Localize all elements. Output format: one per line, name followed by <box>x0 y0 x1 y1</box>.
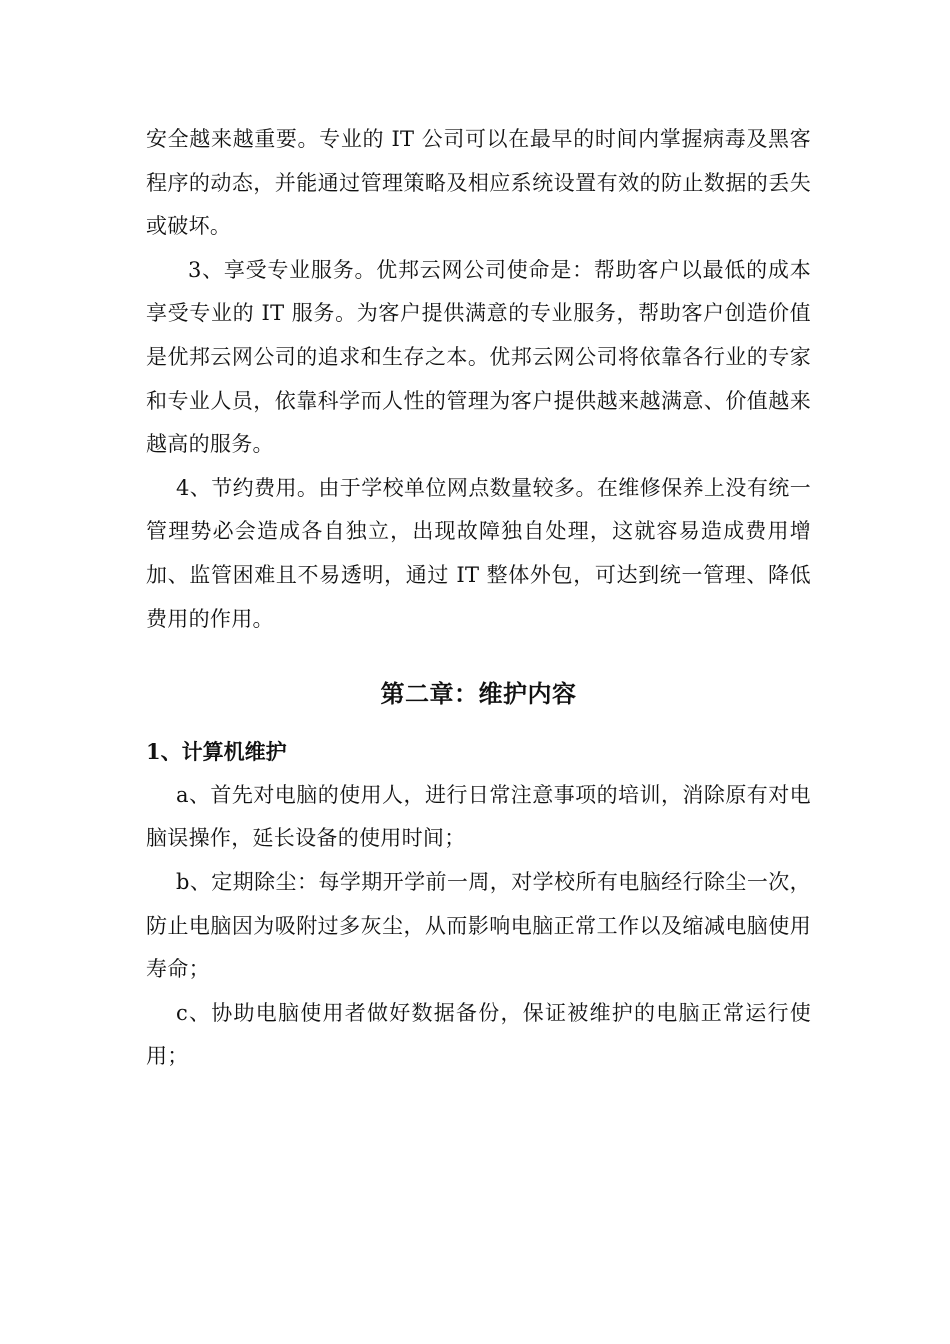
paragraph-item-b: b、定期除尘：每学期开学前一周，对学校所有电脑经行除尘一次，防止电脑因为吸附过多灰尘，从而影响电脑正常工作以及缩减电脑使用寿命； <box>146 869 811 982</box>
paragraph-item-c: c、协助电脑使用者做好数据备份，保证被维护的电脑正常运行使用； <box>146 1000 811 1069</box>
section-title: 1、计算机维护 <box>146 739 287 765</box>
paragraph-security-continued: 安全越来越重要。专业的 IT 公司可以在最早的时间内掌握病毒及黑客程序的动态，并能通过管理策略及相应系统设置有效的防止数据的丢失或破坏。 <box>146 127 811 239</box>
document-body <box>146 118 811 1079</box>
paragraph-professional-service: 3、享受专业服务。优邦云网公司使命是：帮助客户以最低的成本享受专业的 IT 服务。为客户提供满意的专业服务，帮助客户创造价值是优邦云网公司的追求和生存之本。优邦云网公司将依靠各行业的专家和专业人员，依靠科学而人性的管理为客户提供越来越满意、价值越来越高的服务。 <box>146 257 811 457</box>
paragraph-item-a: a、首先对电脑的使用人，进行日常注意事项的培训，消除原有对电脑误操作，延长设备的使用时间； <box>146 782 811 851</box>
chapter-title: 第二章：维护内容 <box>380 679 577 709</box>
paragraph-cost-saving: 4、节约费用。由于学校单位网点数量较多。在维修保养上没有统一管理势必会造成各自独立，出现故障独自处理，这就容易造成费用增加、监管困难且不易透明，通过 IT 整体外包，可达到统一管理、降低费用的作用。 <box>146 475 811 631</box>
